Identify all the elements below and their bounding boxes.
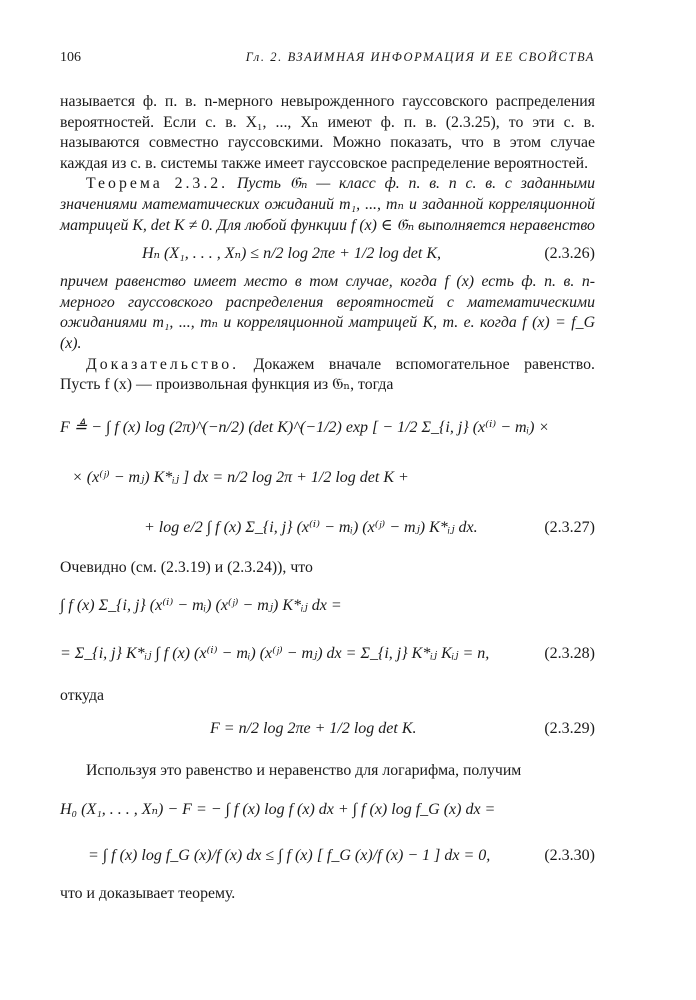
equation-2-3-26 [60, 236, 595, 272]
book-page [60, 50, 595, 904]
equation-number: (2.3.29) [544, 719, 595, 737]
equation-line-1: H₀ (X₁, . . . , Xₙ) − F = − ∫ f (x) log f (x) dx + ∫ f (x) log f_G (x) dx = [60, 800, 496, 818]
equation-2-3-29 [60, 707, 595, 751]
equation-number: (2.3.26) [544, 245, 595, 263]
theorem-statement: Пусть 𝔊ₙ — класс ф. п. в. n с. в. с заданными значениями математических ожиданий m₁, ..., mₙ и заданной корреляционной матрицей K, det K ≠ 0. Для любой функции f (x) ∈ 𝔊ₙ выполняется неравенство [60, 175, 596, 234]
equation-line-2: × (x⁽ʲ⁾ − mⱼ) K*ᵢⱼ ] dx = n/2 log 2π + 1/2 log det K + [72, 468, 409, 486]
using-paragraph: Используя это равенство и неравенство для логарифма, получим [86, 761, 522, 779]
equation-2-3-27 [60, 404, 595, 554]
running-header [60, 50, 595, 74]
equation-2-3-30 [60, 786, 595, 882]
equation-line-1: ∫ f (x) Σ_{i, j} (x⁽ⁱ⁾ − mᵢ) (x⁽ʲ⁾ − mⱼ) K*ᵢⱼ dx = [60, 597, 342, 615]
intro-paragraph: называется ф. п. в. n-мерного невырожденного гауссовского распределения вероятностей. Если с. в. X₁, ..., Xₙ имеют ф. п. в. (2.3.25), то эти с. в. называются совместно гауссовскими. Можно показать, что в этом случае каждая из с. в. системы также имеет гауссовское распределение вероятностей. [60, 93, 595, 172]
equation-number: (2.3.28) [544, 645, 595, 663]
theorem-label: Теорема 2.3.2. [86, 175, 229, 193]
obvious-paragraph: Очевидно (см. (2.3.19) и (2.3.24)), что [60, 558, 313, 576]
conclusion-paragraph: что и доказывает теорему. [60, 884, 236, 902]
proof-label: Доказательство. [86, 355, 240, 373]
equation-line-3: + log e/2 ∫ f (x) Σ_{i, j} (x⁽ⁱ⁾ − mᵢ) (x⁽ʲ⁾ − mⱼ) K*ᵢⱼ dx. [144, 518, 478, 536]
whence-word: откуда [60, 687, 104, 705]
proof-paragraph [60, 355, 595, 396]
equation-number: (2.3.30) [544, 846, 595, 864]
equation-expression: Hₙ (X₁, . . . , Xₙ) ≤ n/2 log 2πe + 1/2 log det K, [142, 245, 441, 263]
theorem-tail-paragraph: причем равенство имеет место в том случае, когда f (x) есть ф. п. в. n-мерного гауссовского распределения вероятностей с математическими ожиданиями m₁, ..., mₙ и корреляционной матрицей K, т. е. когда f (x) = f_G (x). [60, 273, 595, 352]
equation-line-2: = Σ_{i, j} K*ᵢⱼ ∫ f (x) (x⁽ⁱ⁾ − mᵢ) (x⁽ʲ⁾ − mⱼ) dx = Σ_{i, j} K*ᵢⱼ Kᵢⱼ = n, [60, 645, 490, 663]
equation-number: (2.3.27) [544, 518, 595, 536]
page-number: 106 [60, 50, 81, 65]
equation-2-3-28 [60, 584, 595, 682]
equation-line-2: = ∫ f (x) log f_G (x)/f (x) dx ≤ ∫ f (x) [ f_G (x)/f (x) − 1 ] dx = 0, [88, 846, 491, 864]
equation-expression: F = n/2 log 2πe + 1/2 log det K. [210, 719, 417, 737]
theorem-paragraph [60, 174, 595, 236]
running-title: Гл. 2. ВЗАИМНАЯ ИНФОРМАЦИЯ И ЕЕ СВОЙСТВА [245, 50, 595, 64]
proof-text: Докажем вначале вспомогательное равенство. Пусть f (x) — произвольная функция из 𝔊ₙ, тогда [60, 355, 595, 394]
equation-line-1: F ≜ − ∫ f (x) log (2π)^(−n/2) (det K)^(−1/2) exp [ − 1/2 Σ_{i, j} (x⁽ⁱ⁾ − mᵢ) × [60, 418, 550, 436]
